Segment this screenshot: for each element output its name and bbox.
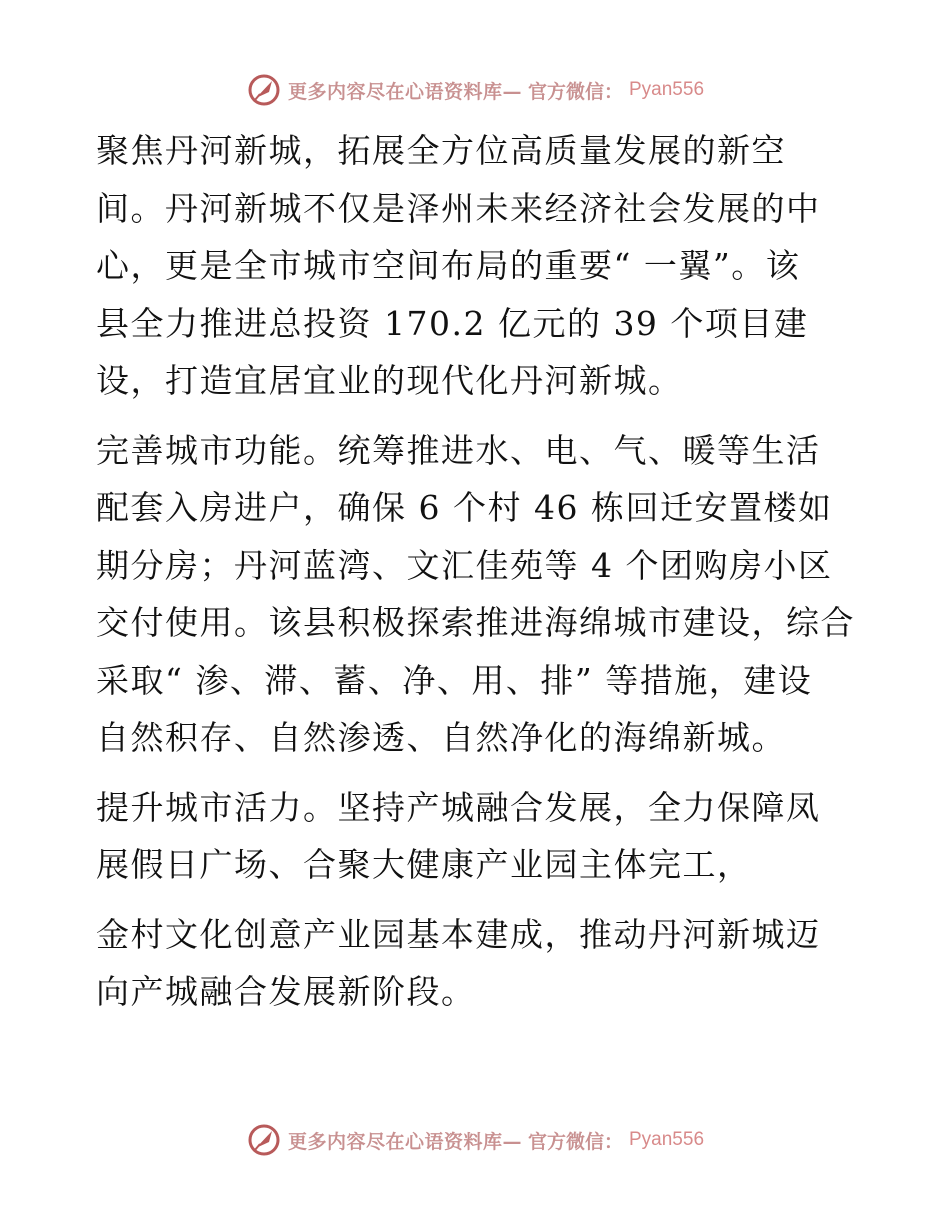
text-line: 提升城市活力。坚持产城融合发展，全力保障凤 [96, 787, 821, 827]
banner-wechat-id: Pyan556 [629, 1129, 705, 1150]
text-line: 自然积存、自然渗透、自然净化的海绵新城。 [96, 718, 786, 757]
text-line: 聚焦丹河新城，拓展全方位高质量发展的新空 [96, 131, 786, 170]
text-line: 完善城市功能。统筹推进水、电、气、暖等生活 [96, 430, 821, 470]
quill-circle-icon [246, 1122, 282, 1158]
text-line: 间。丹河新城不仅是泽州未来经济社会发展的中 [96, 188, 821, 228]
text-line: 金村文化创意产业园基本建成，推动丹河新城迈 [96, 914, 821, 954]
text-line: 配套入房进户，确保 6 个村 46 栋回迁安置楼如 [96, 488, 833, 527]
text-line: 向产城融合发展新阶段。 [96, 972, 476, 1011]
paragraph-3 [96, 779, 866, 894]
banner-text: 更多内容尽在心语资料库— [287, 1130, 522, 1153]
text-line: 县全力推进总投资 170.2 亿元的 39 个项目建 [96, 303, 809, 343]
footer-banner [0, 1120, 950, 1160]
banner-wechat-id: Pyan556 [629, 79, 705, 100]
document-body [96, 122, 866, 1033]
banner-wechat-label: 官方微信： [527, 80, 623, 103]
paragraph-4 [96, 906, 866, 1021]
text-line: 采取“ 渗、滞、蓄、净、用、排” 等措施，建设 [96, 660, 813, 700]
quill-circle-icon [246, 72, 282, 108]
text-line: 设，打造宜居宜业的现代化丹河新城。 [96, 361, 683, 400]
paragraph-1 [96, 122, 866, 410]
text-line: 期分房；丹河蓝湾、文汇佳苑等 4 个团购房小区 [96, 545, 833, 585]
text-line: 交付使用。该县积极探索推进海绵城市建设，综合 [96, 603, 855, 642]
header-banner [0, 70, 950, 110]
banner-wechat-label: 官方微信： [527, 1130, 623, 1153]
text-line: 展假日广场、合聚大健康产业园主体完工， [96, 845, 752, 884]
paragraph-2 [96, 422, 866, 767]
banner-text: 更多内容尽在心语资料库— [287, 80, 522, 103]
text-line: 心，更是全市城市空间布局的重要“ 一翼”。该 [96, 246, 801, 285]
